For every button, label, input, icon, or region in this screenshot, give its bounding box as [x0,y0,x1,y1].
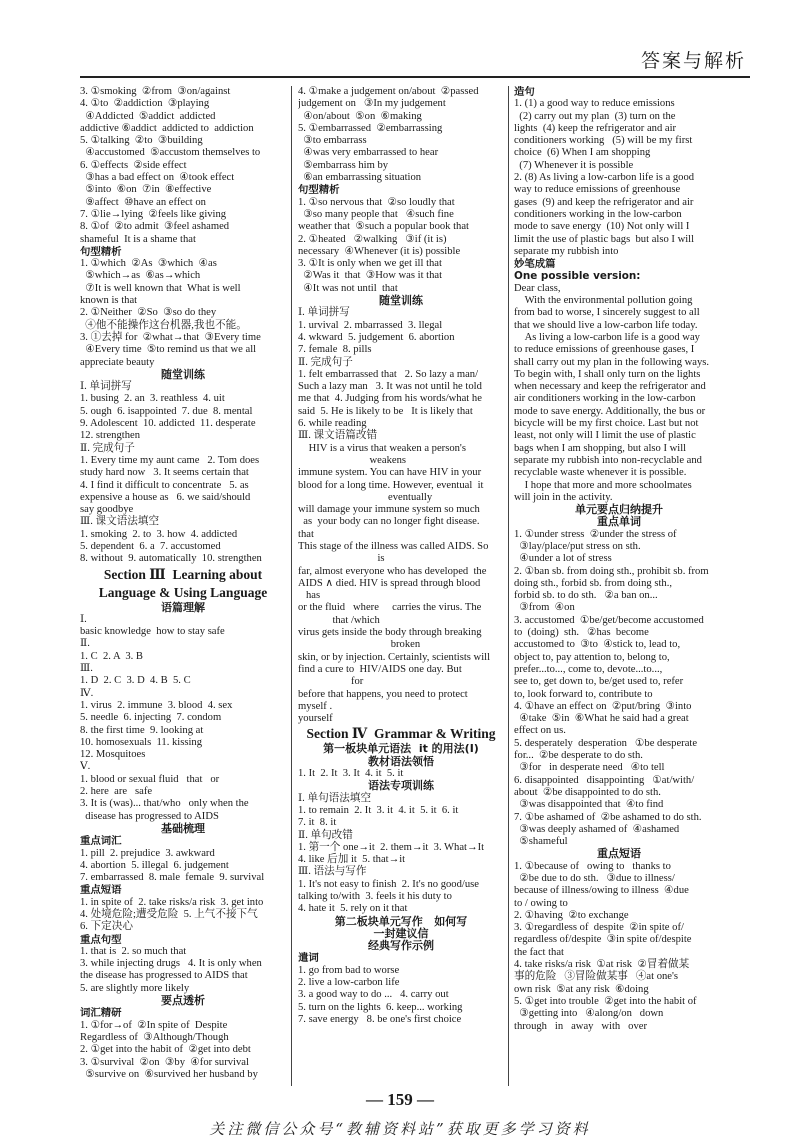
answer-line: limit the use of plastic bags but also I will [514,233,695,245]
subheading: 句型精析 [298,184,340,197]
answer-line: 12. strengthen [80,430,141,442]
subheading: 随堂训练 [161,367,205,381]
answer-line: ④take ⑤in ⑥What he said had a great [514,713,689,725]
answer-line: 5. needle 6. injecting 7. condom [80,712,222,724]
answer-line: 1. ①so nervous that ②so loudly that [298,196,455,208]
answer-line: (2) carry out my plan (3) turn on the [514,110,676,122]
answer-line: Ⅰ. [80,613,87,625]
subheading: 重点词汇 [80,835,122,848]
answer-line: 3. ①regardless of despite ②in spite of/ [514,922,684,934]
answer-line: 1. (1) a good way to reduce emissions [514,98,675,110]
answer-line: 1. Every time my aunt came 2. Tom does [80,454,260,466]
answer-line: through in away with over [514,1020,647,1032]
answer-line: 3. ①It is only when we get ill that [298,258,442,270]
subheading: 重点句型 [80,933,122,946]
subheading: 句型精析 [80,245,122,258]
answer-line: Ⅴ. [80,761,91,773]
answer-line: 2. ①ban sb. from doing sth., prohibit sb. from [514,565,709,577]
answer-line: disease has progressed to AIDS [80,810,219,822]
answer-line: ②be due to do sth. ③due to illness/ [514,873,675,884]
answer-line: 1. virus 2. immune 3. blood 4. sex [80,699,233,711]
answer-line: (7) Whenever it is possible [514,159,634,171]
answer-line: Ⅰ. 单词拼写 [80,381,132,393]
answer-line: 3. a good way to do ... 4. carry out [298,989,449,1001]
answer-line: that [298,528,314,540]
page-header [80,40,750,78]
answer-line: 5. dependent 6. a 7. accustomed [80,540,221,552]
answer-line: ⑤embarrass him by [298,159,389,171]
answer-line: conditioners working (5) will be my first [514,135,693,147]
answer-line: weather that ⑤such a popular book that [298,221,470,233]
answer-line: 1. C 2. A 3. B [80,650,143,662]
answer-line: 3. It is (was)... that/who only when the [80,798,249,810]
answer-line: from bad to worse, I sincerely suggest to all [514,307,700,319]
answer-line: virus gets inside the body through breaking [298,627,482,639]
column-divider [291,86,292,1086]
subheading: 第一板块单元语法 it 的用法(Ⅰ) [323,742,479,756]
subheading: 一封建议信 [373,926,429,940]
answer-line: Ⅲ. 课文语篇改错 [298,430,378,442]
answer-line: 5. ①talking ②to ③building [80,135,203,147]
answer-line: prefer...to..., come to, devote...to..., [514,663,663,675]
answer-line: ⑤which→as ⑥as→which [80,270,201,282]
answer-line: 4. ①to ②addiction ③playing [80,98,210,110]
answer-line: ④Every time ⑤to remind us that we all [80,344,257,356]
answer-line: 1. ①under stress ②under the stress of [514,528,677,540]
answer-column-1 [80,86,286,1086]
subheading: 重点单词 [597,515,641,529]
answer-line: has [298,590,321,602]
answer-line: far, almost everyone who has developed the [298,565,487,577]
answer-line: choice (6) When I am shopping [514,147,651,159]
section-heading: Section Ⅲ Learning about [103,566,263,582]
answer-line: ③was deeply ashamed of ④ashamed [514,823,680,835]
answer-line: 3. ①smoking ②from ③on/against [80,86,231,97]
answer-line: Ⅱ. 完成句子 [298,356,353,368]
answer-line: 4. hate it 5. rely on it that [298,903,408,915]
answer-line: me that 4. Judging from his words/what he [298,393,482,405]
answer-line: 2. live a low-carbon life [298,977,400,989]
answer-line: 2. ①Neither ②So ③so do they [80,307,217,319]
answer-line: Ⅰ. 单词拼写 [298,307,350,319]
answer-line: Ⅲ. 语法与写作 [298,866,367,878]
answer-line: Ⅲ. [80,663,93,675]
subheading: 要点透析 [161,994,205,1008]
answer-line: expensive a house as 6. we said/should [80,491,251,503]
answer-line: 4. wkward 5. judgement 6. abortion [298,331,455,343]
answer-line: 7. embarrassed 8. male female 9. survival [80,872,265,884]
answer-line: the disease has progressed to AIDS that [80,970,248,982]
answer-line: Ⅱ. 单句改错 [298,829,353,841]
answer-line: ④was very embarrassed to hear [298,147,439,159]
answer-line: 1. busing 2. an 3. reathless 4. uit [80,393,225,405]
answer-line: 3. ①去掉 for ②what→that ③Every time [80,331,261,343]
answer-line: recyclable waste whenever it is possible. [514,467,687,479]
answer-line: Ⅱ. 完成句子 [80,442,135,454]
footer-note: 关注微信公众号“教辅资料站”获取更多学习资料 [209,1120,591,1138]
answer-line: ③to embarrass [298,135,367,147]
answer-line: way to reduce emissions of greenhouse [514,184,681,196]
answer-line: ④on/about ⑤on ⑥making [298,110,422,122]
answer-line: ④under a lot of stress [514,553,612,565]
subheading: 单元要点归纳提升 [575,503,663,517]
subheading: One possible version: [514,270,641,283]
answer-line: because of illness/owing to illness ④due [514,885,689,897]
answer-column-3 [514,86,724,1086]
answer-line: 1. pill 2. prejudice 3. awkward [80,847,215,859]
answer-line: 5. ①get into trouble ②get into the habit of [514,995,697,1007]
answer-line: 1. 第一个 one→it 2. them→it 3. What→It [298,841,485,853]
answer-line: for... ②be desperate to do sth. [514,750,643,762]
answer-line: to reduce emissions of greenhouse gases, I [514,344,695,356]
answer-line: when necessary and keep the refrigerator and [514,381,706,393]
answer-line: shameful It is a shame that [80,233,196,245]
answer-line: 4. ①make a judgement on/about ②passed [298,86,479,97]
page-number: — 159 — [366,1090,434,1109]
answer-line: about ②be disappointed to do sth. [514,786,661,798]
answer-line: To begin with, I shall only turn on the lights [514,368,701,380]
answer-line: broken [298,639,421,651]
answer-line: ③so many people that ④such fine [298,208,454,220]
answer-line: ③getting into ④along/on down [514,1008,664,1020]
answer-line: separate my rubbish into non-recyclable and [514,454,702,466]
answer-line: 1. felt embarrassed that 2. So lazy a man/ [298,368,479,380]
answer-line: bicycle will be my first choice. Last but not [514,418,699,430]
answer-line: 5. desperately desperation ①be desperate [514,737,698,749]
answer-line: ⑤shameful [514,836,568,848]
subheading: 语篇理解 [161,600,205,614]
answer-line: 9. Adolescent 10. addicted 11. desperate [80,418,256,430]
answer-line: ④他不能操作这台机器,我也不能。 [80,319,247,331]
subheading: 语法专项训练 [368,779,434,793]
section-heading: Language & Using Language [98,584,268,600]
answer-line: 4. like 后加 it 5. that→it [298,854,406,866]
answer-line: Ⅲ. 课文语法填空 [80,516,160,528]
answer-line: to, look forward to, contribute to [514,688,653,700]
answer-line: 1. urvival 2. mbarrassed 3. llegal [298,319,443,331]
answer-line: 8. without 9. automatically 10. strengthen [80,553,262,565]
answer-line: Ⅳ. [80,687,94,699]
answer-line: is [298,553,385,565]
answer-line: ②Was it that ③How was it that [298,270,443,282]
answer-line: 7. save energy 8. be one's first choice [298,1013,462,1025]
answer-line: conditioners working in the low-carbon [514,208,682,220]
answer-line: weakens [298,454,406,466]
answer-line: to / owing to [514,897,568,909]
answer-line: Dear class, [514,282,561,294]
subheading: 随堂训练 [379,294,423,308]
answer-line: 2. here are safe [80,786,153,798]
answer-line: 7. female 8. pills [298,344,372,356]
answer-line: skin, or by injection. Certainly, scientists will [298,651,491,663]
answer-line: As living a low-carbon life is a good way [514,331,700,343]
answer-line: appreciate beauty [80,356,155,368]
answer-line: 6. while reading [298,418,367,430]
answer-line: 8. the first time 9. looking at [80,724,204,736]
answer-line: air conditioners working in the low-carbon [514,393,696,405]
answer-line: ④Addicted ⑤addict addicted [80,110,216,122]
answer-line: myself . [298,700,333,712]
answer-line: Regardless of ③Although/Though [80,1031,229,1043]
answer-line: separate my rubbish into [514,245,619,257]
answer-line: basic knowledge how to stay safe [80,626,225,638]
section-heading: Section Ⅳ Grammar & Writing [306,726,496,742]
answer-line: that /which [298,614,380,626]
answer-line: ⑦It is well known that What is well [80,282,241,294]
answer-line: 7. it 8. it [298,817,337,829]
answer-line: 6. ①effects ②side effect [80,159,187,171]
answer-line: 1. ①for→of ②In spite of Despite [80,1019,228,1031]
subheading: 重点短语 [597,847,641,861]
answer-line: or the fluid where carries the virus. The [298,602,482,614]
answer-line: will join in the activity. [514,491,613,503]
answer-line: own risk ⑤at any risk ⑥doing [514,983,649,995]
answer-line: Ⅱ. [80,638,90,650]
answer-line: regardless of/despite ③in spite of/despite [514,934,692,946]
page-header-title: 答案与解析 [640,50,746,72]
answer-line: Such a lazy man 3. It was not until he told [298,381,482,393]
answer-line: 5. ough 6. isappointed 7. due 8. mental [80,405,253,417]
answer-line: talking to/with 3. feels it his duty to [298,891,452,902]
answer-line: 4. 处境危险;遭受危险 5. 上气不接下气 [80,909,258,920]
answer-line: 事的危险 ③冒险做某事 ④at one's [514,971,679,983]
answer-line: see to, get down to, be/get used to, refer [514,676,684,688]
answer-line: as your body can no longer fight disease. [298,516,480,528]
answer-line: ③from ④on [514,602,575,614]
answer-line: 6. disappointed disappointing ①at/with/ [514,774,695,786]
answer-line: study hard now 3. It seems certain that [80,467,249,479]
column-divider [508,86,509,1086]
answer-line: necessary ④Whenever (it is) possible [298,245,461,257]
answer-line: judgement on ③In my judgement [298,98,446,110]
answer-line: With the environmental pollution going [514,295,693,307]
answer-line: addictive ⑥addict addicted to addiction [80,122,254,134]
answer-line: 7. ①lie→lying ②feels like giving [80,208,227,220]
answer-line: HIV is a virus that weaken a person's [298,442,466,454]
answer-line: 3. accustomed ①be/get/become accustomed [514,614,704,626]
answer-line: 1. to remain 2. It 3. it 4. it 5. it 6. it [298,804,459,816]
answer-line: 1. go from bad to worse [298,964,400,976]
answer-line: for [298,676,364,688]
answer-line: 2. ①get into the habit of ②get into debt [80,1044,251,1056]
answer-line: 7. ①be ashamed of ②be ashamed to do sth. [514,811,702,823]
answer-line: 6. 下定决心 [80,921,133,933]
answer-line: 3. while injecting drugs 4. It is only when [80,958,262,970]
answer-line: gases (9) and keep the refrigerator and air [514,196,694,208]
answer-line: shall carry out my plan in the following ways. [514,356,710,368]
answer-line: 1. D 2. C 3. D 4. B 5. C [80,675,191,687]
answer-line: 2. ①having ②to exchange [514,909,629,921]
answer-line: find a cure to HIV/AIDS one day. But [298,663,462,675]
answer-line: eventually [298,491,433,503]
answer-line: 4. take risks/a risk ①at risk ②冒着做某 [514,959,690,971]
answer-line: to (doing) sth. ②has become [514,627,649,639]
answer-line: 1. that is 2. so much that [80,945,187,957]
answer-line: doing sth., forbid sb. from doing sth., [514,577,673,589]
answer-line: ④accustomed ⑤accustom themselves to [80,147,261,159]
answer-line: ⑤into ⑥on ⑦in ⑧effective [80,184,212,196]
answer-line: 5. are slightly more likely [80,982,190,994]
answer-line: ③was disappointed that ④to find [514,799,664,811]
subheading: 第二板块单元写作 如何写 [334,914,468,928]
answer-line: before that happens, you need to protect [298,688,468,700]
answer-line: 1. smoking 2. to 3. how 4. addicted [80,528,238,540]
answer-line: 1. ①because of owing to thanks to [514,860,671,872]
answer-line: 1. ①which ②As ③which ④as [80,258,217,270]
answer-line: will damage your immune system so much [298,504,480,516]
answer-line: ③lay/place/put stress on sth. [514,540,641,552]
answer-line: ④It was not until that [298,282,398,294]
answer-line: yourself [298,713,333,725]
answer-line: 2. (8) As living a low-carbon life is a good [514,172,695,184]
answer-line: 5. ①embarrassed ②embarrassing [298,122,443,134]
subheading: 遣词 [298,952,319,965]
answer-line: forbid sb. to do sth. ②a ban on... [514,590,658,602]
answer-line: 2. ①heated ②walking ③if (it is) [298,233,447,245]
answer-line: blood for a long time. However, eventual it [298,479,484,491]
answer-line: said 5. He is likely to be It is likely that [298,405,473,417]
answer-line: AIDS ∧ died. HIV is spread through blood [298,577,481,589]
answer-line: Ⅰ. 单句语法填空 [298,792,372,804]
answer-line: mode to save energy. Additionally, the bus or [514,405,706,417]
answer-line: object to, pay attention to, belong to, [514,651,670,663]
answer-line: accustomed to ③to ④stick to, lead to, [514,639,681,651]
answer-line: ⑥an embarrassing situation [298,172,422,184]
subheading: 造句 [514,86,535,98]
answer-line: say goodbye [80,504,134,516]
answer-line: lights (4) keep the refrigerator and air [514,122,677,134]
answer-line: 12. Mosquitoes [80,749,146,761]
answer-line: 5. turn on the lights 6. keep... working [298,1001,463,1013]
answer-line: ⑨affect ⑩have an effect on [80,196,206,208]
subheading: 词汇精研 [80,1007,122,1020]
answer-line: 4. I find it difficult to concentrate 5. as [80,479,249,491]
answer-line: bags when I am shopping, but also I will [514,442,687,454]
answer-line: 1. in spite of 2. take risks/a risk 3. get into [80,896,264,908]
answer-line: that we should live a low-carbon life today. [514,319,698,331]
answer-line: the fact that [514,946,564,958]
subheading: 妙笔成篇 [514,258,556,271]
answer-line: This stage of the illness was called AIDS. So [298,540,489,552]
subheading: 教材语法领悟 [368,754,434,768]
answer-line: 3. ①survival ②on ③by ④for survival [80,1056,249,1068]
subheading: 经典写作示例 [368,939,434,953]
answer-line: 1. It's not easy to finish 2. It's no good/use [298,878,479,890]
answer-line: least, not only will I limit the use of plastic [514,430,696,442]
answer-line: immune system. You can have HIV in your [298,467,482,479]
subheading: 基础梳理 [161,821,205,835]
answer-line: I hope that more and more schoolmates [514,479,692,491]
answer-line: 8. ①of ②to admit ③feel ashamed [80,221,230,233]
subheading: 重点短语 [80,884,122,897]
answer-line: 10. homosexuals 11. kissing [80,736,203,748]
answer-line: ③has a bad effect on ④took effect [80,172,235,184]
answer-line: ③for in desperate need ④to tell [514,762,665,774]
answer-line: 1. blood or sexual fluid that or [80,773,220,785]
answer-line: mode to save energy (10) Not only will I [514,221,690,233]
answer-line: 4. ①have an effect on ②put/bring ③into [514,700,692,712]
answer-line: ⑤survive on ⑥survived her husband by [80,1068,258,1080]
answer-column-2 [298,86,504,1086]
answer-line: effect on us. [514,725,566,737]
answer-line: known is that [80,295,138,307]
answer-line: 1. It 2. It 3. It 4. it 5. it [298,768,404,780]
answer-line: 4. abortion 5. illegal 6. judgement [80,859,229,871]
